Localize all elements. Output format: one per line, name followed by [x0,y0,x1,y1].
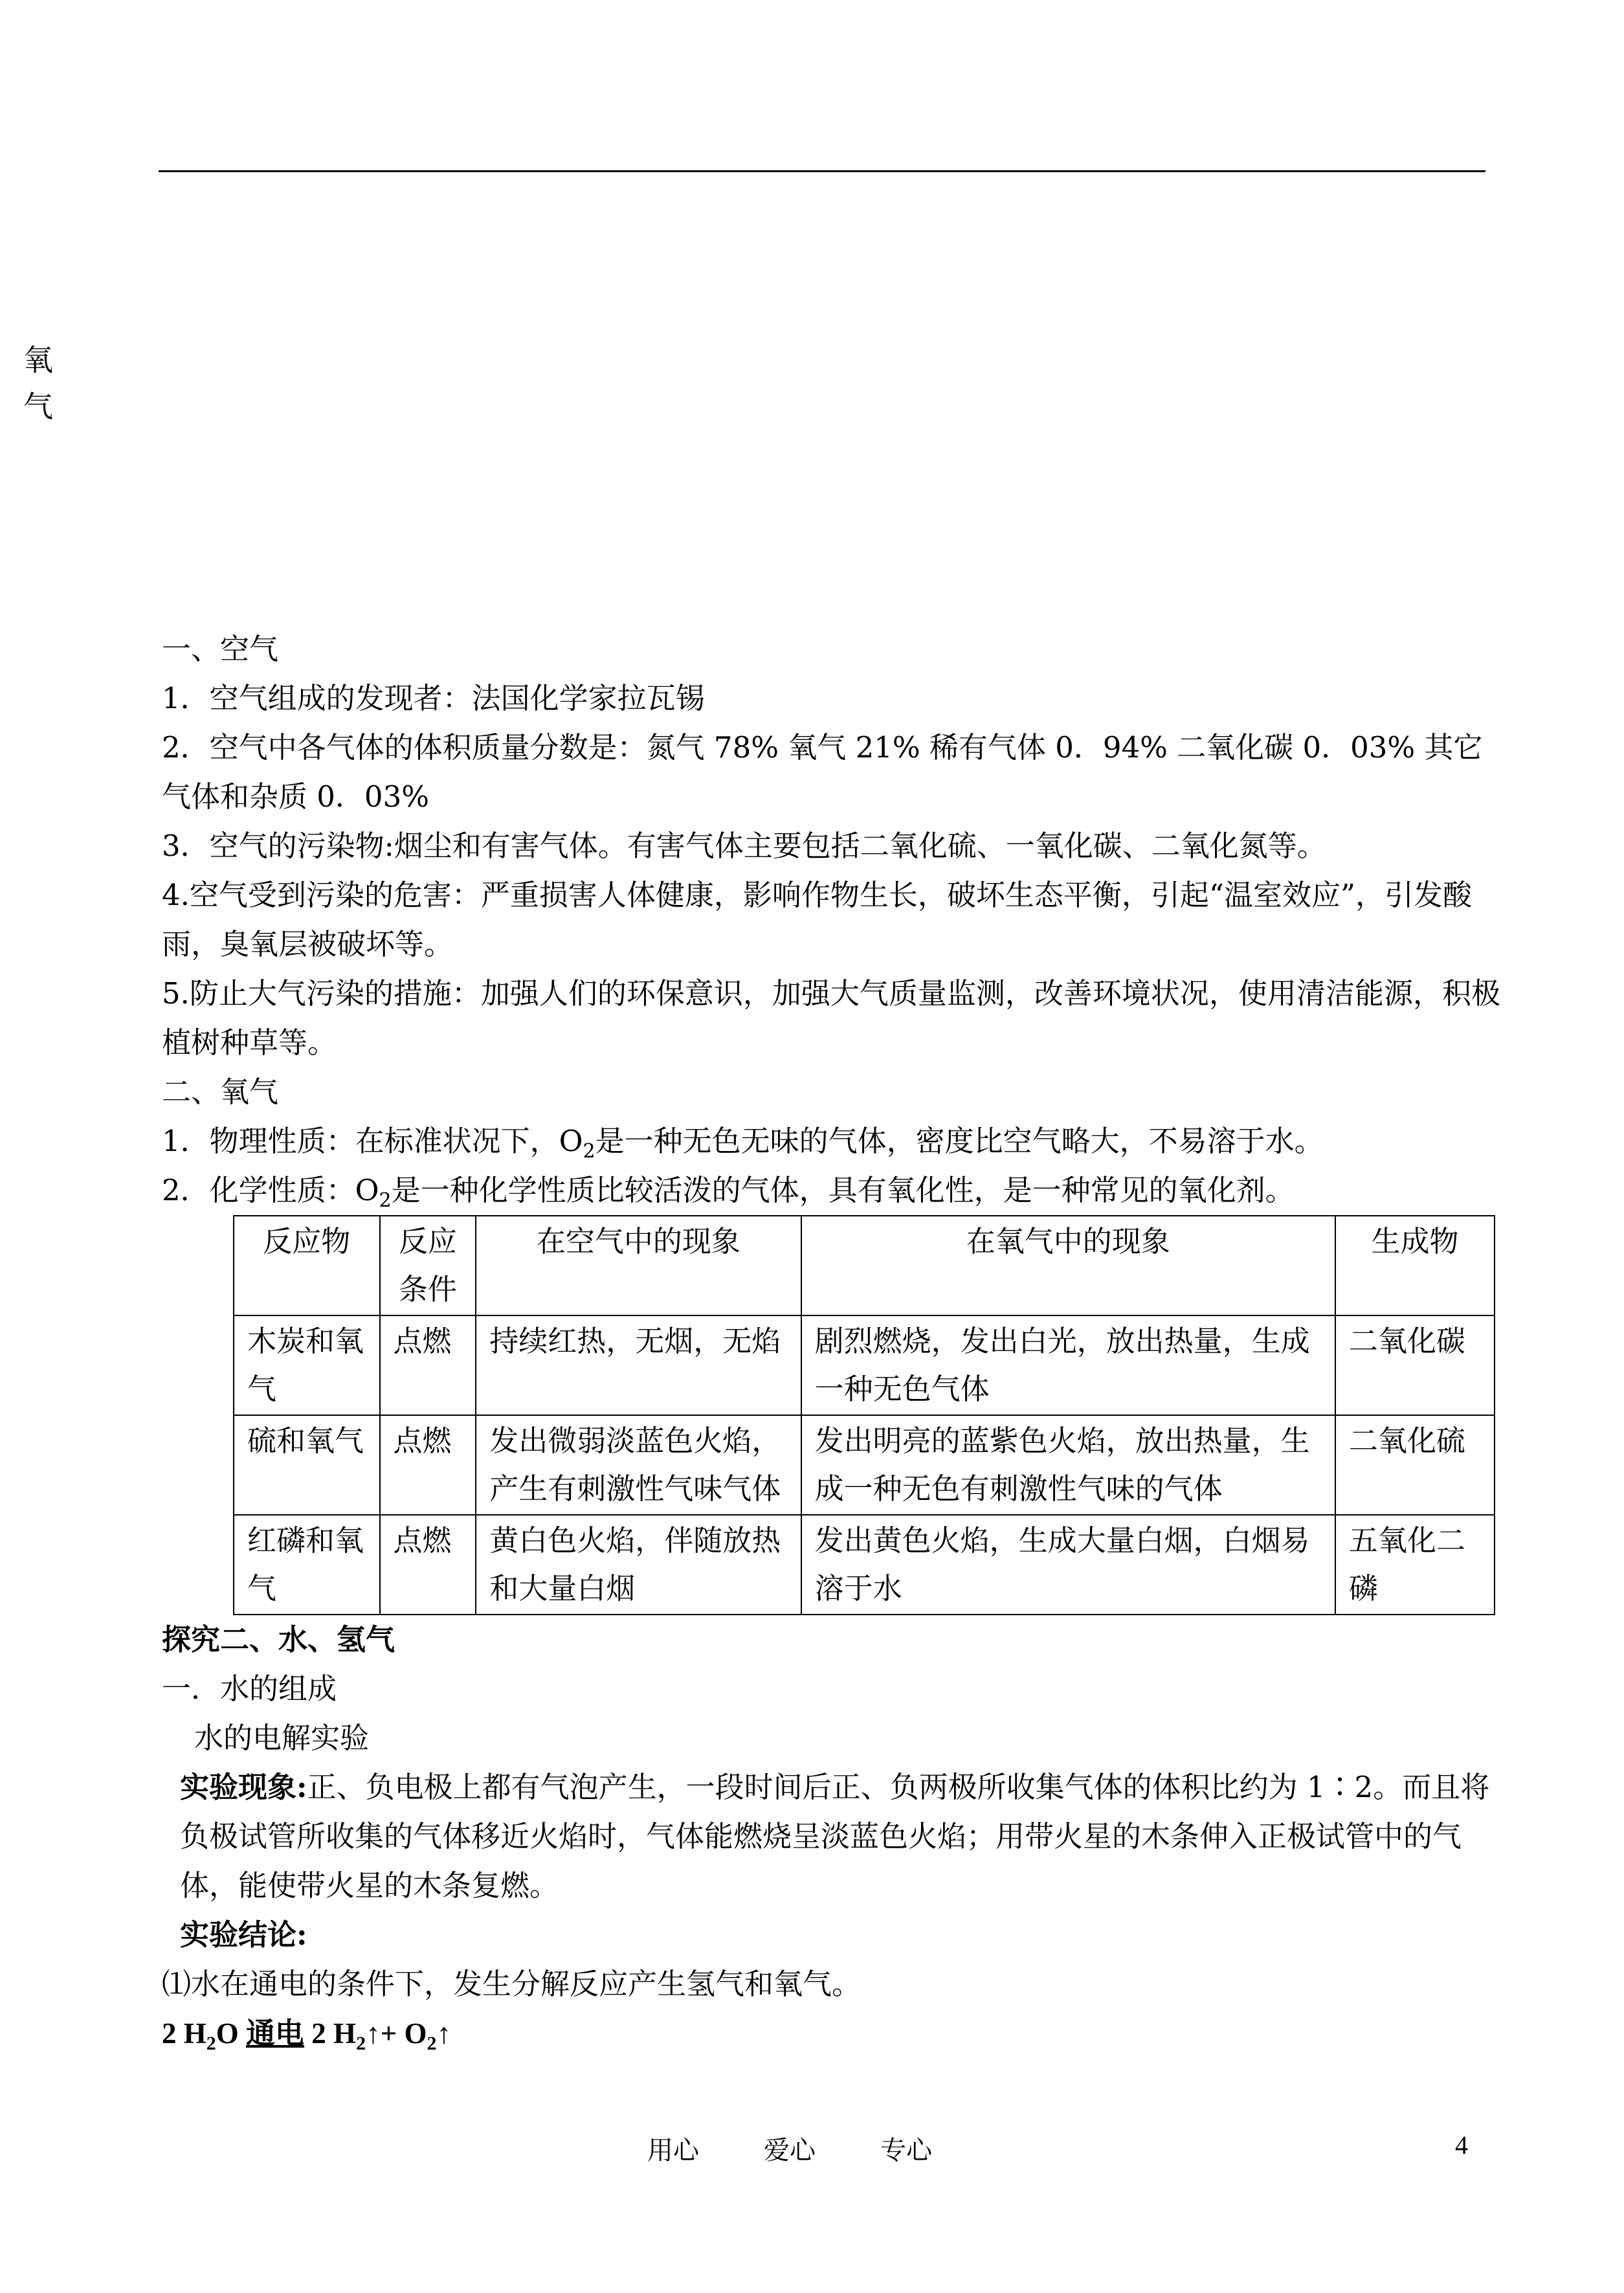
sub-title: 一．水的组成 [162,1672,337,1706]
paragraph: 4.空气受到污染的危害：严重损害人体健康，影响作物生长，破坏生态平衡，引起“温室效应”，引发酸雨，臭氧层被破坏等。 [162,878,1472,961]
section-title: 探究二、水、氢气 [162,1622,395,1657]
table-cell: 五氧化二磷 [1335,1515,1495,1615]
document-body [162,625,1502,2058]
paragraph: 2．空气中各气体的体积质量分数是：氮气 78% 氧气 21% 稀有气体 0．94% 二氧化碳 0．03% 其它气体和杂质 0．03% [162,730,1483,814]
table-row [234,1415,1495,1515]
subscript: 2 [379,1189,392,1212]
motto-word: 爱心 [764,2136,816,2165]
table-cell: 剧烈燃烧，发出白光，放出热量，生成一种无色气体 [801,1315,1335,1415]
paragraph [162,1117,1502,1166]
table-cell: 发出微弱淡蓝色火焰，产生有刺激性气味气体 [476,1415,801,1515]
table-header-row [234,1216,1495,1315]
conclusion-label: 实验结论: [180,1918,307,1952]
table-cell: 点燃 [380,1415,476,1515]
phenomenon-label: 实验现象: [180,1770,307,1804]
text: ↑+ O [366,2017,427,2050]
paragraph [162,1763,1502,1910]
table-cell: 红磷和氧气 [234,1515,380,1615]
header-rule [159,170,1485,172]
reaction-condition: 通电 [246,2017,305,2050]
subscript: 2 [583,1140,595,1163]
table-header: 反应条件 [380,1216,476,1315]
footer-motto [647,2130,997,2167]
paragraph [162,1166,1502,1215]
section-title: 二、氧气 [162,1075,279,1109]
page-number: 4 [1455,2131,1468,2160]
table-cell: 木炭和氧气 [234,1315,380,1415]
table-cell: 硫和氧气 [234,1415,380,1515]
text: 2．化学性质：O [162,1173,379,1207]
text: 正、负电极上都有气泡产生，一段时间后正、负两极所收集气体的体积比约为 1∶2。而且将负极试管所收集的气体移近火焰时，气体能燃烧呈淡蓝色火焰；用带火星的木条伸入正极试管中的气体，能使带火星的木条复燃。 [180,1770,1490,1903]
table-cell: 发出黄色火焰，生成大量白烟，白烟易溶于水 [801,1515,1335,1615]
table-cell: 点燃 [380,1315,476,1415]
paragraph: 5.防止大气污染的措施：加强人们的环保意识，加强大气质量监测，改善环境状况，使用清洁能源，积极植树种草等。 [162,976,1500,1060]
side-label [23,337,62,430]
text: 是一种无色无味的气体，密度比空气略大，不易溶于水。 [595,1124,1324,1158]
section-title: 一、空气 [162,632,279,666]
paragraph: 1．空气组成的发现者：法国化学家拉瓦锡 [162,681,705,715]
text: 2 H [304,2017,357,2050]
text: ↑ [436,2017,451,2050]
table-header: 反应物 [234,1216,380,1315]
reaction-table [233,1215,1495,1615]
text: O [216,2017,247,2050]
paragraph: 3．空气的污染物:烟尘和有害气体。有害气体主要包括二氧化硫、一氧化碳、二氧化氮等。 [162,829,1326,863]
table-cell: 发出明亮的蓝紫色火焰，放出热量，生成一种无色有刺激性气味的气体 [801,1415,1335,1515]
table-cell: 二氧化碳 [1335,1315,1495,1415]
table-cell: 持续红热，无烟，无焰 [476,1315,801,1415]
table-header: 生成物 [1335,1216,1495,1315]
text: 是一种化学性质比较活泼的气体，具有氧化性，是一种常见的氧化剂。 [391,1173,1295,1207]
motto-word: 专心 [880,2136,932,2165]
side-char: 气 [23,389,53,424]
table-row [234,1515,1495,1615]
table-header: 在氧气中的现象 [801,1216,1335,1315]
experiment-name: 水的电解实验 [194,1721,370,1755]
table-row [234,1315,1495,1415]
subscript: 2 [427,2033,437,2054]
chemical-equation [162,2009,1502,2058]
table-cell: 点燃 [380,1515,476,1615]
table-cell: 二氧化硫 [1335,1415,1495,1515]
text: 2 H [162,2017,206,2050]
paragraph: ⑴水在通电的条件下，发生分解反应产生氢气和氧气。 [162,1967,862,2001]
subscript: 2 [356,2033,366,2054]
text: 1．物理性质：在标准状况下，O [162,1124,583,1158]
side-char: 氧 [23,342,53,377]
table-cell: 黄白色火焰，伴随放热和大量白烟 [476,1515,801,1615]
motto-word: 用心 [647,2136,699,2165]
subscript: 2 [206,2033,216,2054]
table-header: 在空气中的现象 [476,1216,801,1315]
